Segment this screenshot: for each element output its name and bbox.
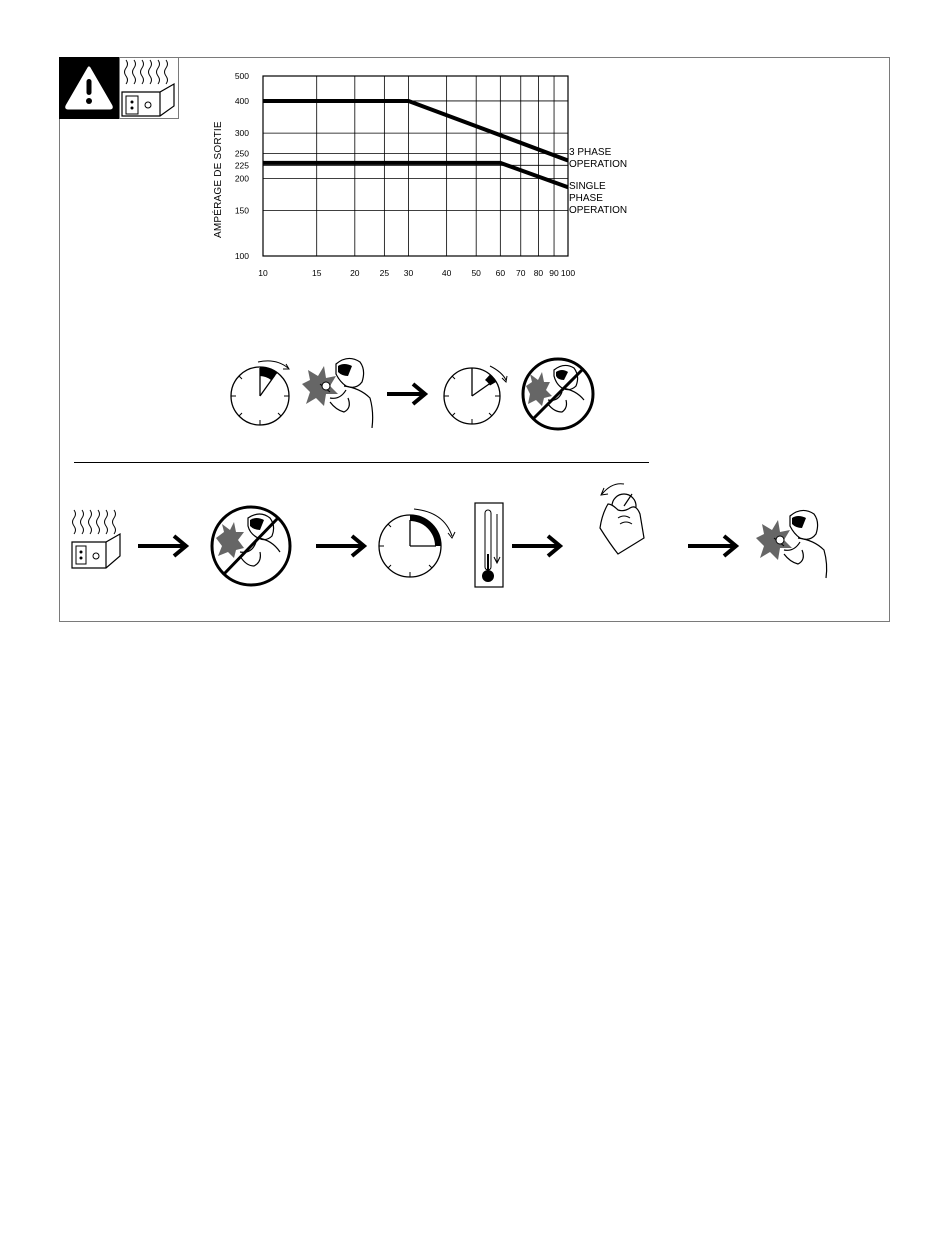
welder-icon <box>754 506 832 580</box>
right-arrow-icon <box>136 534 190 558</box>
y-axis-label: AMPÉRAGE DE SORTIE <box>213 121 224 238</box>
clock-icon <box>440 358 512 430</box>
y-tick-label: 400 <box>234 95 249 106</box>
x-tick-label: 20 <box>350 268 360 278</box>
series-label-3-phase: 3 PHASE OPERATION <box>569 147 628 170</box>
series-line-0 <box>263 101 568 160</box>
x-tick-label: 90 <box>549 268 559 278</box>
y-tick-label: 100 <box>234 251 249 261</box>
clock-icon <box>228 356 298 428</box>
warning-box <box>59 57 119 119</box>
duty-cycle-chart <box>205 66 645 286</box>
y-tick-label: 200 <box>234 173 249 184</box>
y-tick-label: 150 <box>234 205 249 216</box>
adjust-knob-icon <box>594 474 650 558</box>
clock-icon <box>374 506 464 586</box>
thermometer-icon <box>474 502 504 588</box>
x-tick-label: 60 <box>495 268 506 278</box>
y-tick-label: 250 <box>234 148 249 159</box>
right-arrow-icon <box>314 534 368 558</box>
series-label-single-phase: SINGLE PHASE OPERATION <box>569 181 628 216</box>
right-arrow-icon <box>686 534 740 558</box>
x-tick-label: 80 <box>533 268 544 278</box>
x-tick-label: 30 <box>403 268 414 278</box>
y-tick-label: 225 <box>234 160 249 171</box>
welder-icon <box>300 354 376 428</box>
y-tick-label: 300 <box>234 128 249 139</box>
x-tick-label: 50 <box>471 268 481 278</box>
overheated-machine-icon <box>70 508 122 570</box>
right-arrow-icon <box>385 382 429 406</box>
overheated-machine-icon <box>119 57 179 119</box>
x-tick-label: 40 <box>441 268 452 278</box>
y-tick-label: 500 <box>234 71 249 81</box>
x-tick-label: 15 <box>311 268 322 278</box>
x-tick-label: 10 <box>258 268 268 278</box>
right-arrow-icon <box>510 534 564 558</box>
no-welding-icon <box>208 504 294 588</box>
warning-triangle-icon <box>59 57 119 119</box>
x-tick-label: 25 <box>379 268 390 278</box>
x-tick-label: 100 <box>560 268 576 278</box>
x-tick-label: 70 <box>516 268 526 278</box>
separator-line <box>74 462 649 463</box>
no-welding-icon <box>518 356 598 432</box>
series-line-1 <box>263 163 568 187</box>
